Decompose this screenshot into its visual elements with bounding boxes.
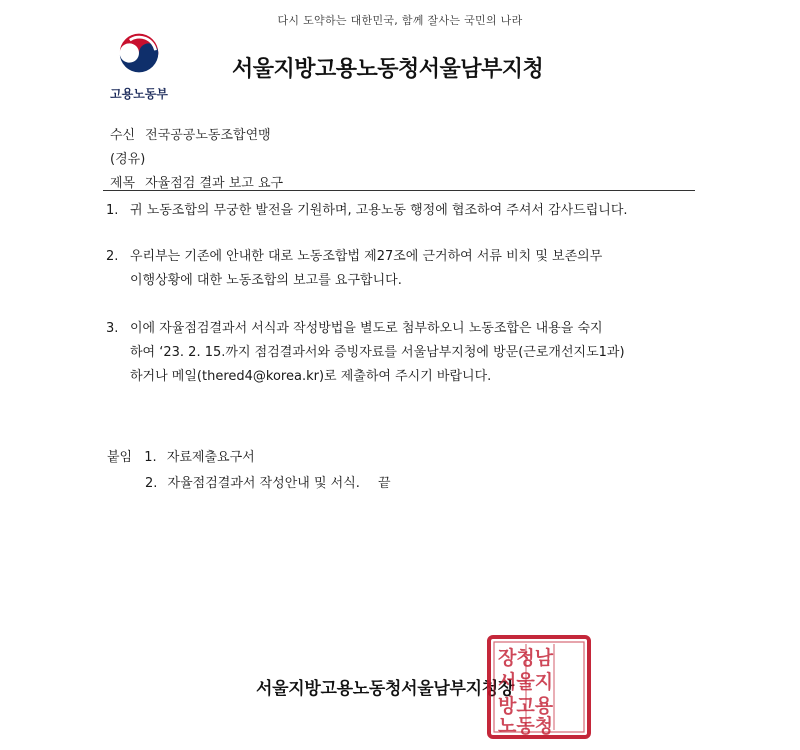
attachment-row-2: [145, 472, 391, 491]
attachment-number: 1.: [144, 450, 157, 465]
recipient-label: 수신: [110, 128, 136, 143]
paragraph-number: 1.: [106, 203, 119, 218]
ministry-logo: [104, 28, 174, 108]
paragraph-line: 우리부는 기존에 안내한 대로 노동조합법 제27조에 근거하여 서류 비치 및 보존의무: [130, 249, 603, 264]
recipient-row: [110, 124, 271, 143]
organization-title: 서울지방고용노동청서울남부지청: [232, 57, 544, 82]
recipient-value: 전국공공노동조합연맹: [145, 128, 271, 143]
svg-text:방고용: 방고용: [498, 695, 554, 717]
attachment-row-1: [107, 446, 255, 465]
paragraph-line: 이행상황에 대한 노동조합의 보고를 요구합니다.: [130, 273, 402, 288]
svg-text:장청남: 장청남: [498, 647, 554, 669]
via-label: (경유): [110, 152, 146, 167]
attachment-item: 자료제출요구서: [166, 450, 255, 465]
svg-text:서울지: 서울지: [498, 671, 554, 693]
paragraph-3: [106, 317, 696, 389]
subject-row: [110, 172, 283, 191]
subject-label: 제목: [110, 176, 136, 191]
official-seal-stamp: [486, 634, 592, 740]
paragraph-line: 하거나 메일(thered4@korea.kr)로 제출하여 주시기 바랍니다.: [130, 369, 492, 384]
svg-text:노동청: 노동청: [498, 715, 554, 737]
via-row: [110, 148, 145, 167]
paragraph-line: 귀 노동조합의 무궁한 발전을 기원하며, 고용노동 행정에 협조하여 주셔서 감사드립니다.: [130, 203, 628, 218]
header-divider: [103, 190, 695, 191]
subject-value: 자율점검 결과 보고 요구: [145, 176, 284, 191]
paragraph-number: 3.: [106, 321, 119, 336]
paragraph-line: 하여 ‘23. 2. 15.까지 점검결과서와 증빙자료를 서울남부지청에 방문(근로개선지도1과): [130, 345, 625, 360]
slogan: 다시 도약하는 대한민국, 함께 잘사는 국민의 나라: [277, 14, 523, 27]
paragraph-line: 이에 자율점검결과서 서식과 작성방법을 별도로 첨부하오니 노동조합은 내용을 숙지: [130, 321, 603, 336]
end-mark: 끝: [378, 476, 391, 491]
ministry-name: 고용노동부: [110, 87, 168, 101]
paragraph-2: [106, 245, 696, 293]
attachment-item: 자율점검결과서 작성안내 및 서식.: [167, 476, 360, 491]
taegeuk-icon: [116, 30, 162, 76]
signer-name: 서울지방고용노동청서울남부지청장: [256, 679, 514, 699]
paragraph-1: [106, 199, 696, 223]
attachment-number: 2.: [145, 476, 158, 491]
paragraph-number: 2.: [106, 249, 119, 264]
attachment-label: 붙임: [107, 450, 133, 465]
